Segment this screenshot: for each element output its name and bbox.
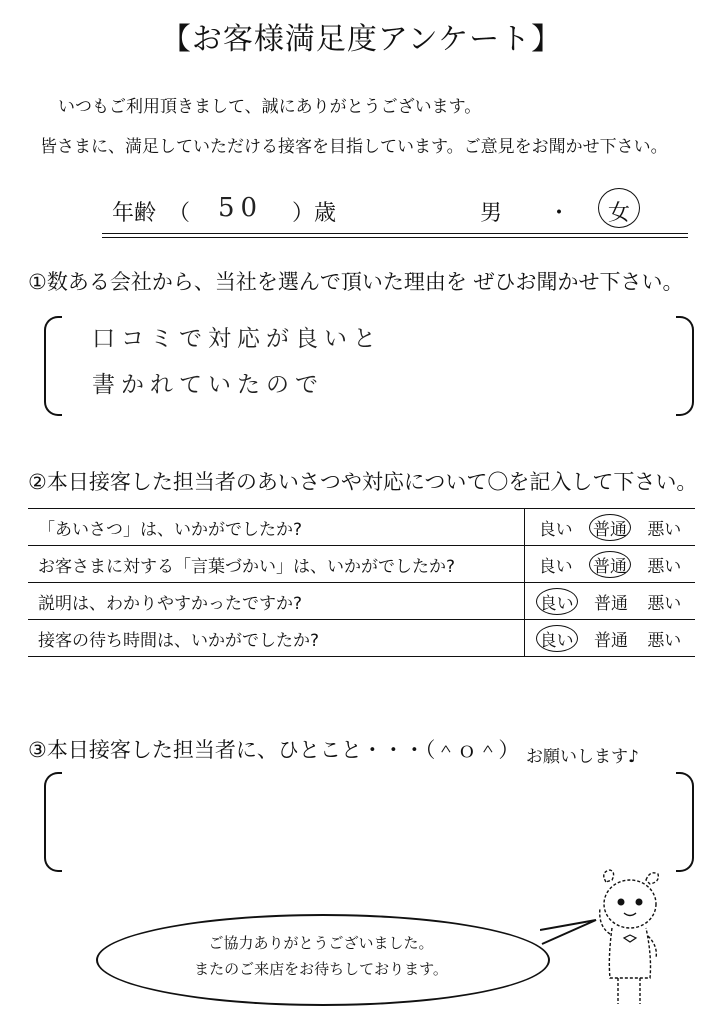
gender-separator: ・ bbox=[548, 201, 571, 226]
question-1: ①数ある会社から、当社を選んで頂いた理由を ぜひお聞かせ下さい。 bbox=[28, 270, 684, 294]
rating-row bbox=[28, 583, 695, 620]
age-close-paren: ）歳 bbox=[292, 201, 337, 226]
rating-options bbox=[525, 546, 696, 583]
rating-option[interactable]: 悪い bbox=[647, 556, 682, 577]
rating-option-selected[interactable]: 普通 bbox=[589, 551, 631, 578]
answer-3-left-bracket bbox=[44, 772, 62, 872]
age-value[interactable]: 50 bbox=[218, 193, 264, 223]
answer-3-field[interactable] bbox=[70, 790, 670, 850]
rating-option[interactable]: 普通 bbox=[593, 593, 628, 614]
rating-question-label: 「あいさつ」は、いかがでしたか? bbox=[28, 509, 525, 546]
rating-options bbox=[525, 620, 696, 657]
age-label: 年齢 bbox=[112, 201, 157, 226]
rating-option[interactable]: 良い bbox=[538, 519, 573, 540]
rating-options bbox=[525, 583, 696, 620]
answer-3-right-bracket bbox=[676, 772, 694, 872]
rating-row bbox=[28, 620, 695, 657]
rating-question-label: お客さまに対する「言葉づかい」は、いかがでしたか? bbox=[28, 546, 525, 583]
intro-line-2: 皆さまに、満足していただける接客を目指しています。ご意見をお聞かせ下さい。 bbox=[40, 137, 668, 157]
rating-option[interactable]: 悪い bbox=[647, 630, 682, 651]
rating-option[interactable]: 悪い bbox=[647, 593, 682, 614]
rating-options bbox=[525, 509, 696, 546]
rating-option[interactable]: 良い bbox=[538, 556, 573, 577]
rating-option[interactable]: 悪い bbox=[647, 519, 682, 540]
rating-question-label: 接客の待ち時間は、いかがでしたか? bbox=[28, 620, 525, 657]
rating-question-label: 説明は、わかりやすかったですか? bbox=[28, 583, 525, 620]
question-2: ②本日接客した担当者のあいさつや対応について〇を記入して下さい。 bbox=[28, 470, 698, 494]
rating-row bbox=[28, 546, 695, 583]
page-title: 【お客様満足度アンケート】 bbox=[160, 22, 563, 57]
rating-option-selected[interactable]: 良い bbox=[536, 625, 578, 652]
rating-option-selected[interactable]: 良い bbox=[536, 588, 578, 615]
footer-line-2: またのご来店をお待ちしております。 bbox=[194, 960, 448, 978]
age-open-paren: （ bbox=[168, 201, 191, 226]
gender-selection-circle bbox=[598, 188, 640, 228]
answer-1-line-2[interactable]: 書かれていたので bbox=[92, 372, 324, 398]
mascot-illustration bbox=[590, 868, 670, 1014]
answer-1-right-bracket bbox=[676, 316, 694, 416]
gender-male-option[interactable]: 男 bbox=[480, 201, 503, 226]
rating-row bbox=[28, 509, 695, 546]
rating-option-selected[interactable]: 普通 bbox=[589, 514, 631, 541]
request-note: お願いします♪ bbox=[526, 747, 639, 767]
intro-line-1: いつもご利用頂きまして、誠にありがとうございます。 bbox=[58, 97, 482, 117]
answer-1-line-1[interactable]: 口コミで対応が良いと bbox=[92, 326, 382, 352]
gender-female-option[interactable]: 女 bbox=[608, 201, 631, 226]
question-3: ③本日接客した担当者に、ひとこと・・・（＾ｏ＾） bbox=[28, 738, 520, 762]
profile-underline bbox=[102, 233, 688, 238]
rating-option[interactable]: 普通 bbox=[593, 630, 628, 651]
footer-line-1: ご協力ありがとうございました。 bbox=[208, 934, 434, 952]
answer-1-left-bracket bbox=[44, 316, 62, 416]
rating-table bbox=[28, 508, 695, 657]
